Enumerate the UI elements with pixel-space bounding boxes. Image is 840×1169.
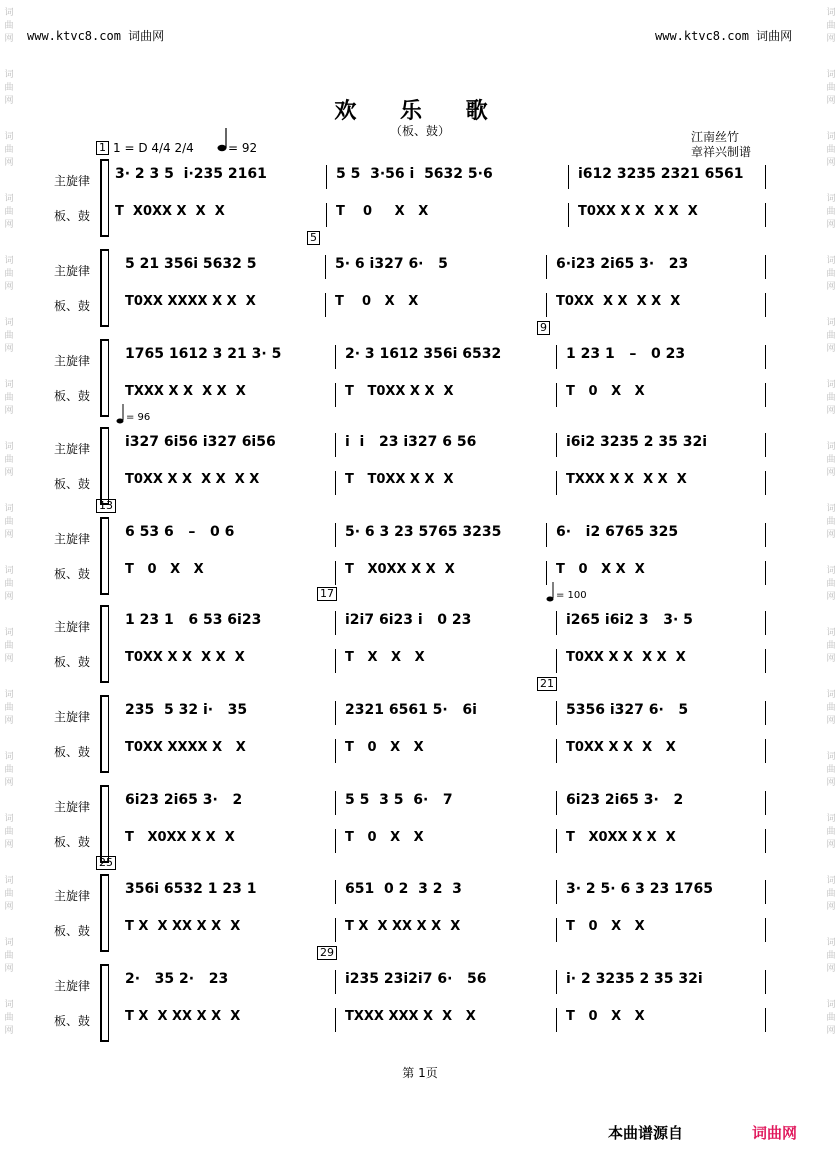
side-watermark-char: 曲 — [4, 951, 14, 961]
side-watermark-char: 曲 — [826, 579, 836, 589]
melody-measure-group: 6· i2 6765 325 — [556, 524, 679, 540]
barline — [546, 255, 547, 279]
barline — [765, 203, 766, 227]
drum-measure-group: T 0 X X — [345, 740, 424, 755]
side-watermark-char: 曲 — [4, 517, 14, 527]
drum-label: 板、鼓 — [54, 477, 91, 491]
melody-measure-group: 5 5 3 5 6· 7 — [345, 792, 453, 808]
drum-measure-group: T0XX XXXX X X — [125, 740, 246, 755]
melody-measure-group: 3· 2 5· 6 3 23 1765 — [566, 881, 714, 897]
side-watermark-char: 网 — [826, 282, 836, 292]
side-watermark-char: 曲 — [826, 393, 836, 403]
melody-measure-group: 5 5 3·56 i 5632 5·6 — [336, 166, 493, 182]
barline — [335, 829, 336, 853]
side-watermark-char: 词 — [826, 442, 836, 452]
drum-measure-group: T X0XX X X X — [345, 562, 455, 577]
barline — [765, 165, 766, 189]
barline — [556, 1008, 557, 1032]
side-watermark-char: 网 — [826, 406, 836, 416]
side-watermark-char: 网 — [4, 1026, 14, 1036]
drum-measure-group: T0XX X X X X X — [578, 204, 698, 219]
tempo-change: = 96 — [126, 412, 151, 423]
side-watermark-char: 曲 — [4, 579, 14, 589]
barline — [335, 1008, 336, 1032]
side-watermark-char: 词 — [826, 318, 836, 328]
side-watermark-char: 曲 — [4, 269, 14, 279]
melody-measure-group: 1765 1612 3 21 3· 5 — [125, 346, 282, 362]
drum-label: 板、鼓 — [54, 389, 91, 403]
barline — [765, 561, 766, 585]
side-watermark-char: 曲 — [826, 331, 836, 341]
side-watermark-char: 曲 — [4, 145, 14, 155]
barline — [556, 649, 557, 673]
side-watermark-char: 词 — [4, 504, 14, 514]
barline — [546, 523, 547, 547]
side-watermark-char: 曲 — [4, 331, 14, 341]
drum-measure-group: T0XX X X X X X X — [125, 472, 260, 487]
barline — [765, 791, 766, 815]
side-watermark-char: 曲 — [826, 641, 836, 651]
measure-number: 9 — [537, 321, 550, 335]
barline — [335, 523, 336, 547]
side-watermark-char: 网 — [826, 778, 836, 788]
side-watermark-char: 网 — [826, 964, 836, 974]
drum-measure-group: T X0XX X X X — [115, 204, 225, 219]
side-watermark-char: 网 — [4, 468, 14, 478]
drum-measure-group: TXXX X X X X X — [566, 472, 687, 487]
drum-measure-group: TXXX X X X X X — [125, 384, 246, 399]
melody-measure-group: 2321 6561 5· 6i — [345, 702, 477, 718]
side-watermark-char: 词 — [826, 70, 836, 80]
side-watermark-char: 曲 — [826, 765, 836, 775]
drum-label: 板、鼓 — [54, 1014, 91, 1028]
barline — [335, 739, 336, 763]
side-watermark-char: 网 — [826, 220, 836, 230]
melody-label: 主旋律 — [54, 979, 91, 993]
barline — [765, 649, 766, 673]
side-watermark-char: 网 — [826, 1026, 836, 1036]
side-watermark-char: 词 — [4, 690, 14, 700]
side-watermark-char: 曲 — [4, 393, 14, 403]
barline — [335, 345, 336, 369]
barline — [765, 829, 766, 853]
side-watermark-char: 词 — [826, 8, 836, 18]
barline — [335, 649, 336, 673]
barline — [335, 791, 336, 815]
side-watermark-char: 网 — [826, 96, 836, 106]
barline — [765, 918, 766, 942]
melody-measure-group: 6i23 2i65 3· 2 — [566, 792, 684, 808]
measure-number: 13 — [96, 499, 116, 513]
side-watermark-char: 网 — [826, 716, 836, 726]
footer-source-text: 本曲谱源自 — [608, 1124, 684, 1142]
side-watermark-char: 词 — [4, 938, 14, 948]
melody-label: 主旋律 — [54, 442, 91, 456]
side-watermark-char: 曲 — [826, 207, 836, 217]
drum-measure-group: T0XX XXXX X X X — [125, 294, 256, 309]
side-watermark-char: 曲 — [4, 765, 14, 775]
side-watermark-char: 网 — [826, 530, 836, 540]
side-watermark-char: 词 — [4, 70, 14, 80]
side-watermark-char: 曲 — [826, 83, 836, 93]
side-watermark-char: 网 — [826, 902, 836, 912]
melody-measure-group: 6 53 6 – 0 6 — [125, 524, 235, 540]
measure-number: 29 — [317, 946, 337, 960]
melody-measure-group: 2· 3 1612 356i 6532 — [345, 346, 502, 362]
barline — [765, 345, 766, 369]
drum-measure-group: T T0XX X X X — [345, 384, 454, 399]
side-watermark-char: 曲 — [4, 1013, 14, 1023]
system-start-barline — [108, 874, 109, 952]
side-watermark-char: 网 — [4, 220, 14, 230]
barline — [556, 471, 557, 495]
barline — [335, 433, 336, 457]
side-watermark-char: 词 — [4, 380, 14, 390]
side-watermark-char: 网 — [4, 716, 14, 726]
barline — [556, 345, 557, 369]
melody-label: 主旋律 — [54, 174, 91, 188]
side-watermark-char: 曲 — [826, 455, 836, 465]
barline — [325, 255, 326, 279]
side-watermark-char: 词 — [826, 566, 836, 576]
measure-number: 1 — [96, 141, 109, 155]
barline — [335, 701, 336, 725]
system-start-barline — [108, 605, 109, 683]
melody-label: 主旋律 — [54, 889, 91, 903]
side-watermark-char: 词 — [826, 628, 836, 638]
barline — [568, 203, 569, 227]
drum-measure-group: T 0 X X — [335, 294, 419, 309]
measure-number: 25 — [96, 856, 116, 870]
drum-measure-group: T0XX X X X X X — [566, 650, 686, 665]
drum-measure-group: T 0 X X — [345, 830, 424, 845]
barline — [556, 970, 557, 994]
barline — [556, 791, 557, 815]
side-watermark-char: 网 — [826, 158, 836, 168]
side-watermark-char: 网 — [826, 468, 836, 478]
barline — [568, 165, 569, 189]
side-watermark-char: 词 — [4, 752, 14, 762]
barline — [765, 739, 766, 763]
side-watermark-char: 词 — [4, 814, 14, 824]
header-right-url[interactable]: www.ktvc8.com 词曲网 — [655, 29, 793, 43]
drum-measure-group: T X X X — [345, 650, 425, 665]
melody-label: 主旋律 — [54, 264, 91, 278]
barline — [765, 255, 766, 279]
system-start-barline — [108, 695, 109, 773]
side-watermark-char: 网 — [826, 344, 836, 354]
barline — [335, 918, 336, 942]
side-watermark-char: 网 — [4, 592, 14, 602]
barline — [765, 880, 766, 904]
side-watermark-char: 曲 — [826, 951, 836, 961]
melody-label: 主旋律 — [54, 710, 91, 724]
side-watermark-char: 词 — [826, 876, 836, 886]
system-start-barline — [108, 249, 109, 327]
melody-measure-group: 6·i23 2i65 3· 23 — [556, 256, 689, 272]
melody-measure-group: i265 i6i2 3 3· 5 — [566, 612, 693, 628]
drum-measure-group: T0XX X X X X — [566, 740, 676, 755]
melody-measure-group: 5356 i327 6· 5 — [566, 702, 689, 718]
melody-measure-group: 2· 35 2· 23 — [125, 971, 229, 987]
side-watermark-char: 网 — [4, 282, 14, 292]
side-watermark-char: 曲 — [826, 703, 836, 713]
barline — [765, 611, 766, 635]
system-start-barline — [108, 427, 109, 505]
side-watermark-char: 词 — [4, 876, 14, 886]
side-watermark-char: 曲 — [4, 703, 14, 713]
barline — [335, 561, 336, 585]
side-watermark-char: 网 — [826, 34, 836, 44]
drum-label: 板、鼓 — [54, 745, 91, 759]
melody-measure-group: 5· 6 3 23 5765 3235 — [345, 524, 502, 540]
side-watermark-char: 网 — [4, 840, 14, 850]
side-watermark-char: 曲 — [4, 83, 14, 93]
side-watermark-char: 曲 — [826, 517, 836, 527]
key-signature: 1 = D 4/4 2/4 — [113, 141, 194, 155]
side-watermark-char: 网 — [4, 530, 14, 540]
drum-measure-group: T 0 X X — [566, 919, 645, 934]
melody-measure-group: 3· 2 3 5 i·235 2161 — [115, 166, 267, 182]
side-watermark-char: 网 — [826, 840, 836, 850]
side-watermark-char: 词 — [826, 194, 836, 204]
system-start-barline — [108, 159, 109, 237]
drum-measure-group: T T0XX X X X — [345, 472, 454, 487]
drum-measure-group: T X0XX X X X — [125, 830, 235, 845]
melody-measure-group: i· 2 3235 2 35 32i — [566, 971, 703, 987]
score-title: 欢 乐 歌 — [334, 98, 506, 124]
barline — [556, 739, 557, 763]
side-watermark-char: 词 — [4, 194, 14, 204]
melody-measure-group: i235 23i2i7 6· 56 — [345, 971, 487, 987]
drum-label: 板、鼓 — [54, 299, 91, 313]
side-watermark-char: 网 — [4, 654, 14, 664]
melody-measure-group: i327 6i56 i327 6i56 — [125, 434, 276, 450]
barline — [556, 829, 557, 853]
melody-measure-group: 6i23 2i65 3· 2 — [125, 792, 243, 808]
page-number: 第 1页 — [402, 1066, 438, 1080]
side-watermark-char: 词 — [826, 380, 836, 390]
side-watermark-char: 词 — [4, 1000, 14, 1010]
melody-label: 主旋律 — [54, 800, 91, 814]
side-watermark-char: 词 — [4, 442, 14, 452]
score-subtitle: （板、鼓） — [389, 124, 450, 138]
barline — [335, 383, 336, 407]
drum-measure-group: T X X XX X X X — [125, 1009, 241, 1024]
drum-measure-group: T 0 X X — [566, 1009, 645, 1024]
barline — [556, 433, 557, 457]
side-watermark-char: 网 — [4, 964, 14, 974]
barline — [326, 203, 327, 227]
side-watermark-char: 曲 — [826, 145, 836, 155]
melody-measure-group: i612 3235 2321 6561 — [578, 166, 744, 182]
quarter-note-icon — [545, 581, 555, 603]
melody-label: 主旋律 — [54, 354, 91, 368]
melody-measure-group: 1 23 1 6 53 6i23 — [125, 612, 262, 628]
side-watermark-char: 词 — [826, 814, 836, 824]
drum-measure-group: TXXX XXX X X X — [345, 1009, 476, 1024]
side-watermark-char: 曲 — [4, 455, 14, 465]
melody-measure-group: 1 23 1 – 0 23 — [566, 346, 686, 362]
side-watermark-char: 网 — [4, 344, 14, 354]
drum-measure-group: T X X XX X X X — [345, 919, 461, 934]
barline — [326, 165, 327, 189]
drum-measure-group: T X0XX X X X — [566, 830, 676, 845]
melody-measure-group: 5 21 356i 5632 5 — [125, 256, 257, 272]
barline — [765, 701, 766, 725]
barline — [765, 293, 766, 317]
side-watermark-char: 词 — [826, 132, 836, 142]
drum-label: 板、鼓 — [54, 924, 91, 938]
melody-measure-group: 356i 6532 1 23 1 — [125, 881, 257, 897]
drum-label: 板、鼓 — [54, 835, 91, 849]
side-watermark-char: 词 — [826, 938, 836, 948]
header-left-url[interactable]: www.ktvc8.com 词曲网 — [27, 29, 165, 43]
arranger-label: 章祥兴制谱 — [691, 145, 752, 159]
source-label: 江南丝竹 — [691, 130, 740, 144]
barline — [335, 880, 336, 904]
barline — [765, 471, 766, 495]
barline — [335, 970, 336, 994]
melody-measure-group: i6i2 3235 2 35 32i — [566, 434, 708, 450]
melody-measure-group: i2i7 6i23 i 0 23 — [345, 612, 472, 628]
side-watermark-char: 曲 — [826, 1013, 836, 1023]
side-watermark-char: 曲 — [826, 889, 836, 899]
barline — [556, 383, 557, 407]
measure-number: 17 — [317, 587, 337, 601]
side-watermark-char: 网 — [4, 778, 14, 788]
side-watermark-char: 曲 — [826, 269, 836, 279]
side-watermark-char: 网 — [4, 34, 14, 44]
melody-measure-group: i i 23 i327 6 56 — [345, 434, 477, 450]
side-watermark-char: 词 — [4, 132, 14, 142]
drum-measure-group: T 0 X X — [336, 204, 429, 219]
measure-number: 5 — [307, 231, 320, 245]
drum-measure-group: T 0 X X — [566, 384, 645, 399]
system-start-barline — [108, 785, 109, 863]
system-start-barline — [108, 339, 109, 417]
side-watermark-char: 网 — [4, 902, 14, 912]
barline — [765, 970, 766, 994]
drum-measure-group: T X X XX X X X — [125, 919, 241, 934]
melody-label: 主旋律 — [54, 620, 91, 634]
barline — [556, 701, 557, 725]
side-watermark-char: 词 — [4, 8, 14, 18]
barline — [765, 383, 766, 407]
barline — [546, 293, 547, 317]
drum-label: 板、鼓 — [54, 655, 91, 669]
melody-measure-group: 235 5 32 i· 35 — [125, 702, 248, 718]
barline — [765, 433, 766, 457]
system-start-barline — [108, 517, 109, 595]
side-watermark-char: 曲 — [4, 889, 14, 899]
side-watermark-char: 词 — [826, 256, 836, 266]
side-watermark-char: 网 — [4, 96, 14, 106]
measure-number: 21 — [537, 677, 557, 691]
barline — [556, 611, 557, 635]
drum-measure-group: T 0 X X X — [556, 562, 645, 577]
barline — [556, 880, 557, 904]
melody-measure-group: 651 0 2 3 2 3 — [345, 881, 462, 897]
tempo-value: = 92 — [228, 141, 258, 155]
side-watermark-char: 词 — [826, 1000, 836, 1010]
quarter-note-icon — [115, 403, 125, 425]
side-watermark-char: 曲 — [826, 827, 836, 837]
barline — [556, 918, 557, 942]
system-start-barline — [108, 964, 109, 1042]
melody-measure-group: 5· 6 i327 6· 5 — [335, 256, 448, 272]
side-watermark-char: 词 — [826, 504, 836, 514]
side-watermark-char: 曲 — [826, 21, 836, 31]
melody-label: 主旋律 — [54, 532, 91, 546]
barline — [765, 523, 766, 547]
drum-measure-group: T0XX X X X X X — [125, 650, 245, 665]
side-watermark-char: 词 — [4, 628, 14, 638]
side-watermark-char: 词 — [4, 256, 14, 266]
side-watermark-char: 曲 — [4, 827, 14, 837]
drum-measure-group: T 0 X X — [125, 562, 204, 577]
barline — [765, 1008, 766, 1032]
side-watermark-char: 曲 — [4, 21, 14, 31]
drum-measure-group: T0XX X X X X X — [556, 294, 681, 309]
side-watermark-char: 词 — [4, 318, 14, 328]
side-watermark-char: 词 — [4, 566, 14, 576]
side-watermark-char: 曲 — [4, 641, 14, 651]
side-watermark-char: 网 — [4, 406, 14, 416]
footer-brand-link[interactable]: 词曲网 — [752, 1124, 798, 1142]
barline — [335, 611, 336, 635]
side-watermark-char: 网 — [4, 158, 14, 168]
side-watermark-char: 词 — [826, 690, 836, 700]
drum-label: 板、鼓 — [54, 209, 91, 223]
side-watermark-char: 网 — [826, 592, 836, 602]
side-watermark-char: 曲 — [4, 207, 14, 217]
side-watermark-char: 词 — [826, 752, 836, 762]
barline — [335, 471, 336, 495]
side-watermark-char: 网 — [826, 654, 836, 664]
drum-label: 板、鼓 — [54, 567, 91, 581]
barline — [325, 293, 326, 317]
tempo-change: = 100 — [556, 590, 587, 601]
